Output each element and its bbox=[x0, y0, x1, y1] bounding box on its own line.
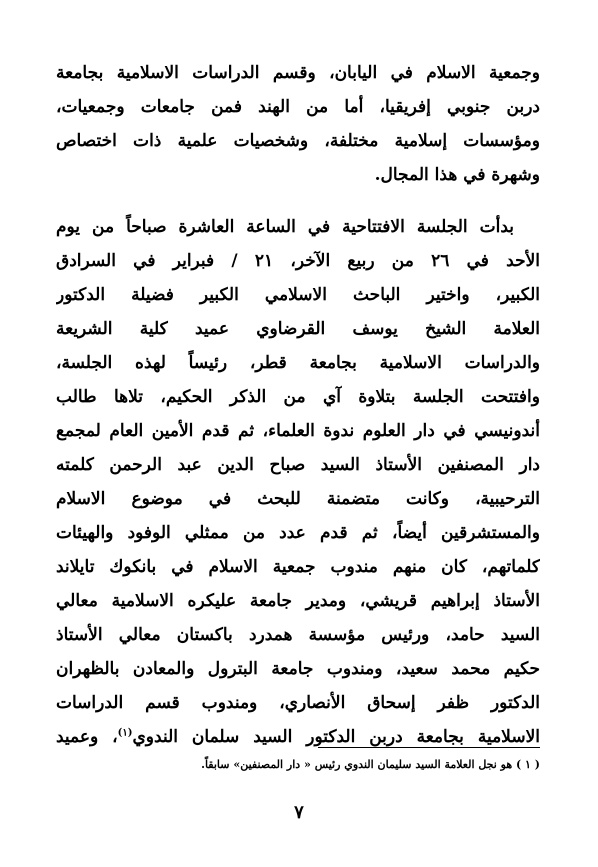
paragraph2-line: وافتتحت الجلسة بتلاوة آي من الذكر الحكيم، تلاها طالب bbox=[56, 387, 540, 407]
paragraph2-line: دار المصنفين الأستاذ السيد صباح الدين عبد الرحمن كلمته bbox=[56, 455, 540, 475]
body-text bbox=[56, 56, 540, 754]
paragraph2-line: والمستشرقين أيضاً، ثم قدم عدد من ممثلي الوفود والهيئات bbox=[56, 523, 540, 543]
footnote: ( ١ ) هو نجل العلامة السيد سليمان الندوي رئيس « دار المصنفين» سابقاً. bbox=[201, 758, 540, 771]
page-number: ٧ bbox=[294, 802, 304, 823]
last-line-text: الاسلامية بجامعة دربن الدكتور السيد سلمان الندوي bbox=[132, 727, 540, 747]
paragraph2-line: السيد حامد، ورئيس مؤسسة همدرد باكستان معالي الأستاذ bbox=[56, 625, 540, 645]
paragraph2-line: والدراسات الاسلامية بجامعة قطر، رئيساً لهذه الجلسة، bbox=[56, 353, 540, 373]
footnote-reference[interactable]: (١) bbox=[117, 727, 133, 739]
paragraph1-line: وجمعية الاسلام في اليابان، وقسم الدراسات الاسلامية بجامعة bbox=[56, 63, 540, 83]
paragraph2-line: كلماتهم، كان منهم مندوب جمعية الاسلام في بانكوك تايلاند bbox=[56, 557, 540, 577]
footnote-divider bbox=[318, 747, 540, 748]
paragraph1-line: دربن جنوبي إفريقيا، أما من الهند فمن جامعات وجمعيات، bbox=[56, 97, 540, 117]
last-line-tail: ، وعميد bbox=[56, 727, 118, 747]
paragraph2-line: الترحيبية، وكانت متضمنة للبحث في موضوع الاسلام bbox=[56, 489, 540, 509]
paragraph2-line: حكيم محمد سعيد، ومندوب جامعة البترول والمعادن بالظهران bbox=[56, 659, 540, 679]
paragraph2-line: بدأت الجلسة الافتتاحية في الساعة العاشرة صباحاً من يوم bbox=[56, 217, 514, 237]
paragraph2-line: الدكتور ظفر إسحاق الأنصاري، ومندوب قسم الدراسات bbox=[56, 693, 540, 713]
paragraph2-line: الأحد في ٢٦ من ربيع الآخر، ٢١ / فبراير في السرادق bbox=[56, 251, 540, 271]
paragraph-gap bbox=[56, 192, 540, 210]
paragraph2-last-line bbox=[56, 720, 540, 754]
paragraph1-line: وشهرة في هذا المجال. bbox=[374, 165, 540, 185]
paragraph1-line: ومؤسسات إسلامية مختلفة، وشخصيات علمية ذات اختصاص bbox=[56, 131, 540, 151]
paragraph2-line: العلامة الشيخ يوسف القرضاوي عميد كلية الشريعة bbox=[56, 319, 540, 339]
paragraph2-line: الكبير، واختير الباحث الاسلامي الكبير فضيلة الدكتور bbox=[56, 285, 540, 305]
paragraph2-line: الأستاذ إبراهيم قريشي، ومدير جامعة عليكره الاسلامية معالي bbox=[56, 591, 540, 611]
paragraph2-line: أندونيسي في دار العلوم ندوة العلماء، ثم قدم الأمين العام لمجمع bbox=[56, 421, 540, 441]
